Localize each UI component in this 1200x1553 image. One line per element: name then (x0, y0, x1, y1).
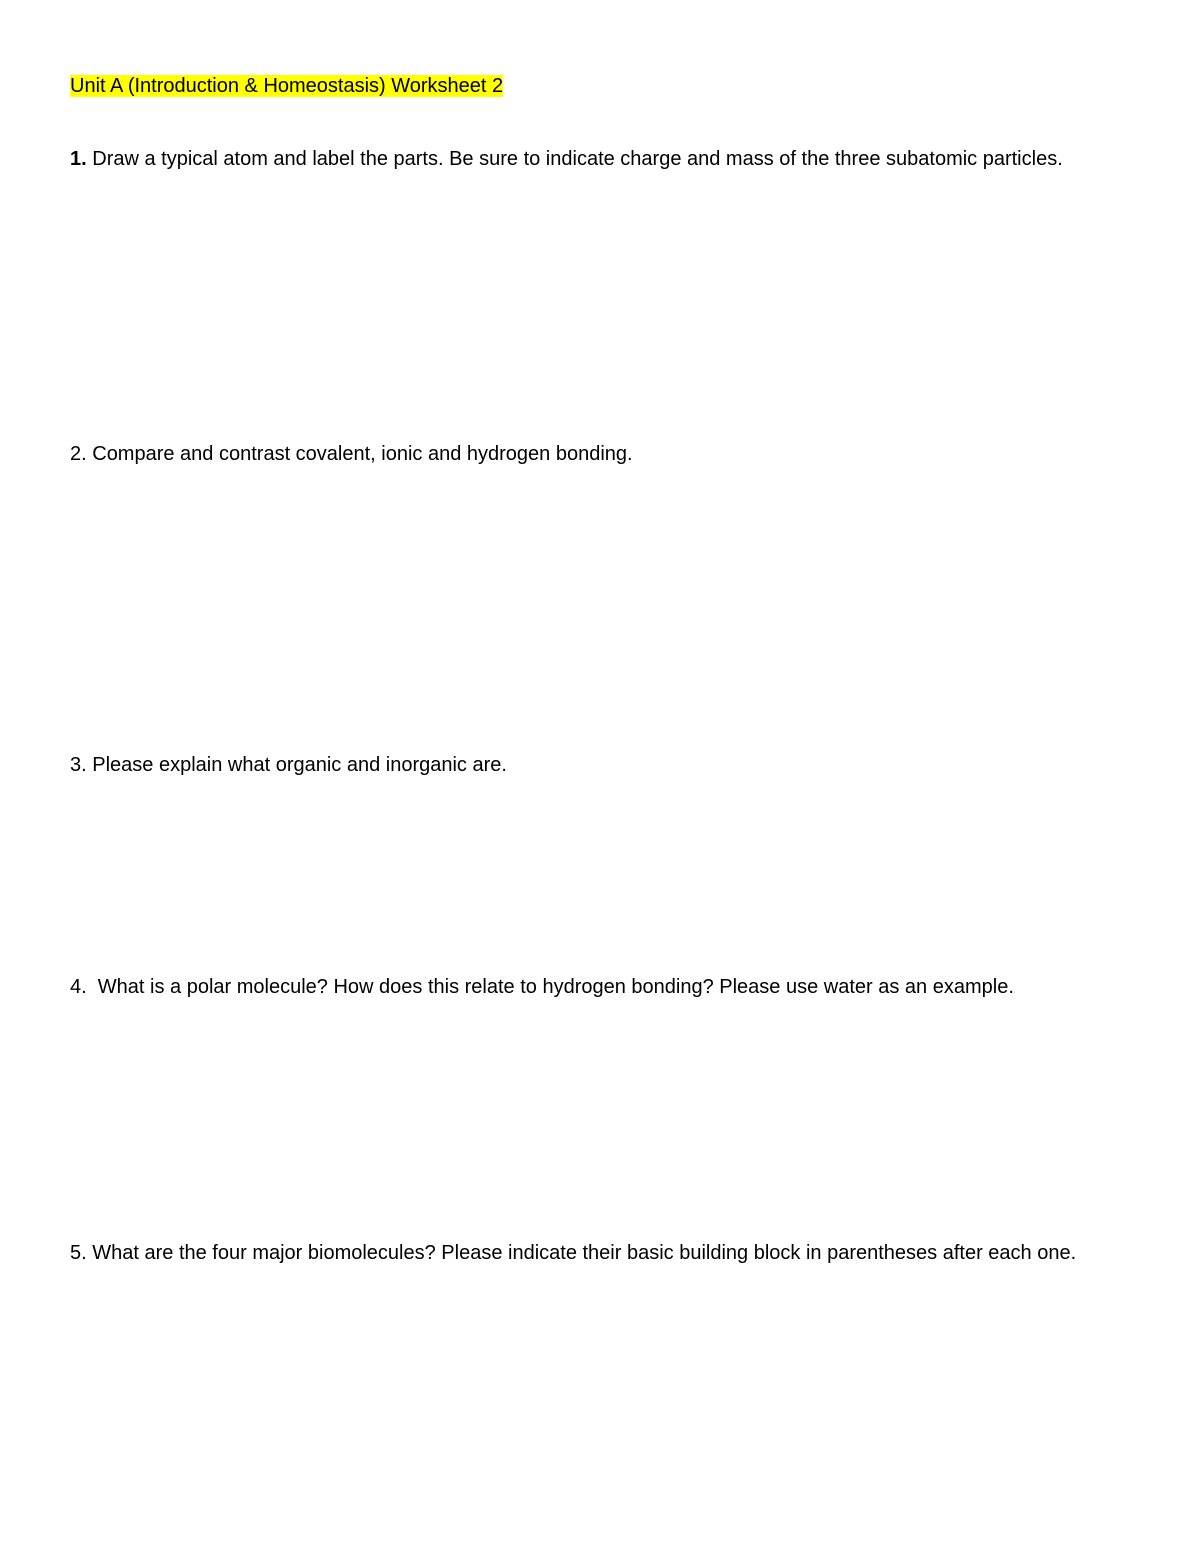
question-4-number: 4. (70, 976, 87, 998)
question-2 (70, 440, 1128, 469)
question-2-text: Compare and contrast covalent, ionic and hydrogen bonding. (86, 443, 633, 465)
worksheet-title (70, 72, 503, 100)
worksheet-title-text: Unit A (Introduction & Homeostasis) Worksheet 2 (70, 75, 504, 97)
question-4-text: What is a polar molecule? How does this relate to hydrogen bonding? Please use water as an example. (86, 976, 1014, 998)
question-1-number: 1. (70, 148, 87, 170)
question-4 (70, 973, 1128, 1002)
question-5-text: What are the four major biomolecules? Please indicate their basic building block in parentheses after each one. (86, 1242, 1077, 1264)
question-5-number: 5. (70, 1242, 87, 1264)
question-1-text: Draw a typical atom and label the parts. Be sure to indicate charge and mass of the three subatomic particles. (86, 148, 1063, 170)
question-3-number: 3. (70, 754, 87, 776)
question-5 (70, 1239, 1128, 1268)
question-3 (70, 751, 1128, 780)
question-2-number: 2. (70, 443, 87, 465)
question-3-text: Please explain what organic and inorganic are. (86, 754, 507, 776)
question-1 (70, 145, 1128, 174)
